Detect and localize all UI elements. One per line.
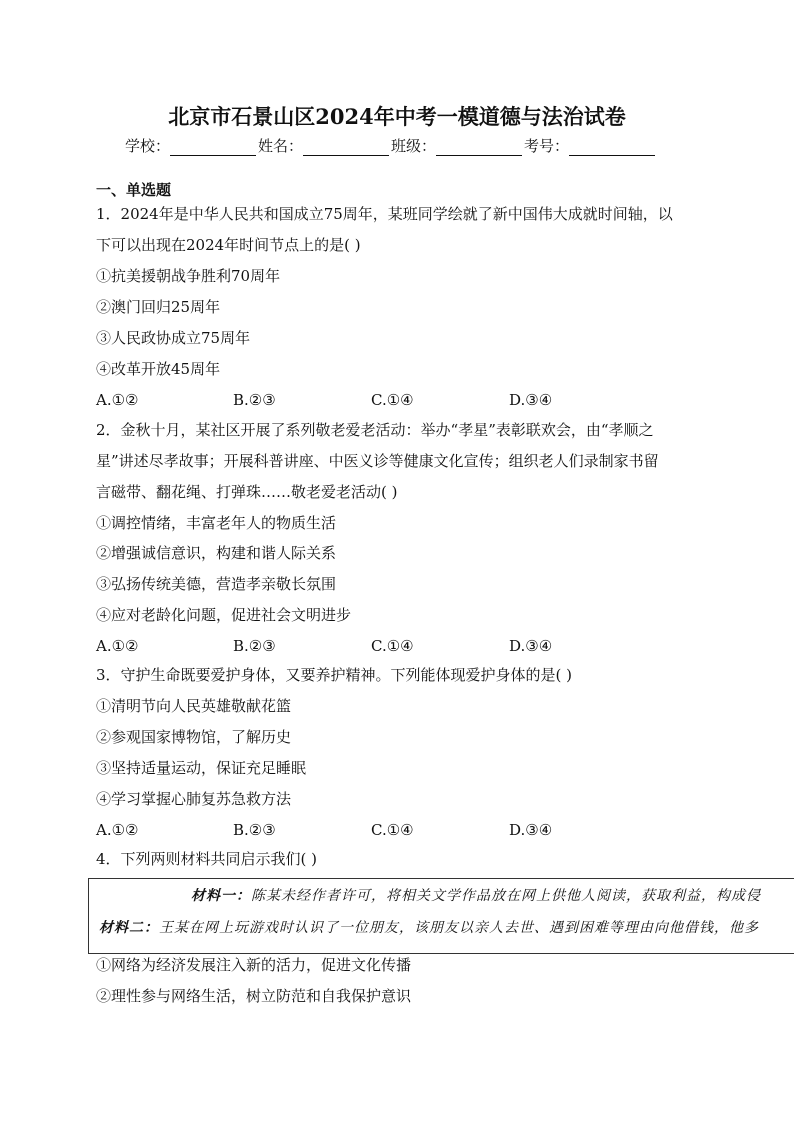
section-heading: 一、单选题 bbox=[96, 181, 172, 199]
q4-material-1-text: 陈某未经作者许可，将相关文学作品放在网上供他人阅读，获取利益，构成侵 bbox=[251, 888, 761, 904]
q3-stem-line1: 3．守护生命既要爱护身体，又要养护精神。下列能体现爱护身体的是( ) bbox=[96, 666, 573, 684]
page-title: 北京市石景山区2024年中考一模道德与法治试卷 bbox=[168, 104, 626, 129]
q2-stem-line3: 言磁带、翻花绳、打弹珠……敬老爱老活动( ) bbox=[96, 483, 398, 501]
q3-choice-a[interactable]: A.①② bbox=[96, 821, 139, 839]
q1-choice-b[interactable]: B.②③ bbox=[233, 391, 276, 409]
class-label: 班级： bbox=[391, 137, 437, 155]
q4-material-box bbox=[88, 878, 794, 954]
q2-item-1: ①调控情绪，丰富老年人的物质生活 bbox=[96, 514, 337, 532]
school-blank[interactable] bbox=[170, 139, 256, 156]
q1-choice-a[interactable]: A.①② bbox=[96, 391, 139, 409]
q2-choice-d[interactable]: D.③④ bbox=[509, 637, 553, 655]
q1-item-3: ③人民政协成立75周年 bbox=[96, 329, 251, 347]
q3-choice-c[interactable]: C.①④ bbox=[371, 821, 414, 839]
q2-item-2: ②增强诚信意识，构建和谐人际关系 bbox=[96, 544, 337, 562]
q4-material-1-tag: 材料一： bbox=[191, 888, 251, 904]
student-info-row bbox=[125, 135, 657, 156]
q1-choice-d[interactable]: D.③④ bbox=[509, 391, 553, 409]
q3-choice-b[interactable]: B.②③ bbox=[233, 821, 276, 839]
number-label: 考号： bbox=[524, 137, 570, 155]
q2-stem-line1: 2．金秋十月，某社区开展了系列敬老爱老活动：举办“孝星”表彰联欢会，由“孝顺之 bbox=[96, 421, 654, 439]
q2-stem-line2: 星”讲述尽孝故事；开展科普讲座、中医义诊等健康文化宣传；组织老人们录制家书留 bbox=[96, 452, 659, 470]
q1-item-4: ④改革开放45周年 bbox=[96, 360, 221, 378]
q2-item-3: ③弘扬传统美德，营造孝亲敬长氛围 bbox=[96, 575, 337, 593]
name-label: 姓名： bbox=[258, 137, 304, 155]
q4-material-2-tag: 材料二： bbox=[99, 920, 159, 936]
q1-choice-c[interactable]: C.①④ bbox=[371, 391, 414, 409]
q3-item-4: ④学习掌握心肺复苏急救方法 bbox=[96, 790, 292, 808]
q4-item-2: ②理性参与网络生活，树立防范和自我保护意识 bbox=[96, 987, 412, 1005]
q4-material-2 bbox=[99, 918, 759, 938]
number-blank[interactable] bbox=[569, 139, 655, 156]
q4-material-1 bbox=[191, 886, 761, 906]
q4-item-1: ①网络为经济发展注入新的活力，促进文化传播 bbox=[96, 956, 412, 974]
q1-item-1: ①抗美援朝战争胜利70周年 bbox=[96, 267, 281, 285]
class-blank[interactable] bbox=[436, 139, 522, 156]
q1-stem-line1: 1．2024年是中华人民共和国成立75周年，某班同学绘就了新中国伟大成就时间轴，以 bbox=[96, 205, 673, 223]
name-blank[interactable] bbox=[303, 139, 389, 156]
q3-choice-d[interactable]: D.③④ bbox=[509, 821, 553, 839]
q4-stem-line1: 4．下列两则材料共同启示我们( ) bbox=[96, 850, 318, 868]
q2-item-4: ④应对老龄化问题，促进社会文明进步 bbox=[96, 606, 352, 624]
q2-choice-c[interactable]: C.①④ bbox=[371, 637, 414, 655]
q4-material-2-text: 王某在网上玩游戏时认识了一位朋友，该朋友以亲人去世、遇到困难等理由向他借钱，他多 bbox=[159, 920, 759, 936]
q1-item-2: ②澳门回归25周年 bbox=[96, 298, 221, 316]
q2-choice-b[interactable]: B.②③ bbox=[233, 637, 276, 655]
q3-item-3: ③坚持适量运动，保证充足睡眠 bbox=[96, 759, 307, 777]
q1-stem-line2: 下可以出现在2024年时间节点上的是( ) bbox=[96, 236, 361, 254]
q2-choice-a[interactable]: A.①② bbox=[96, 637, 139, 655]
q3-item-1: ①清明节向人民英雄敬献花篮 bbox=[96, 697, 292, 715]
q3-item-2: ②参观国家博物馆，了解历史 bbox=[96, 728, 292, 746]
school-label: 学校： bbox=[125, 137, 171, 155]
